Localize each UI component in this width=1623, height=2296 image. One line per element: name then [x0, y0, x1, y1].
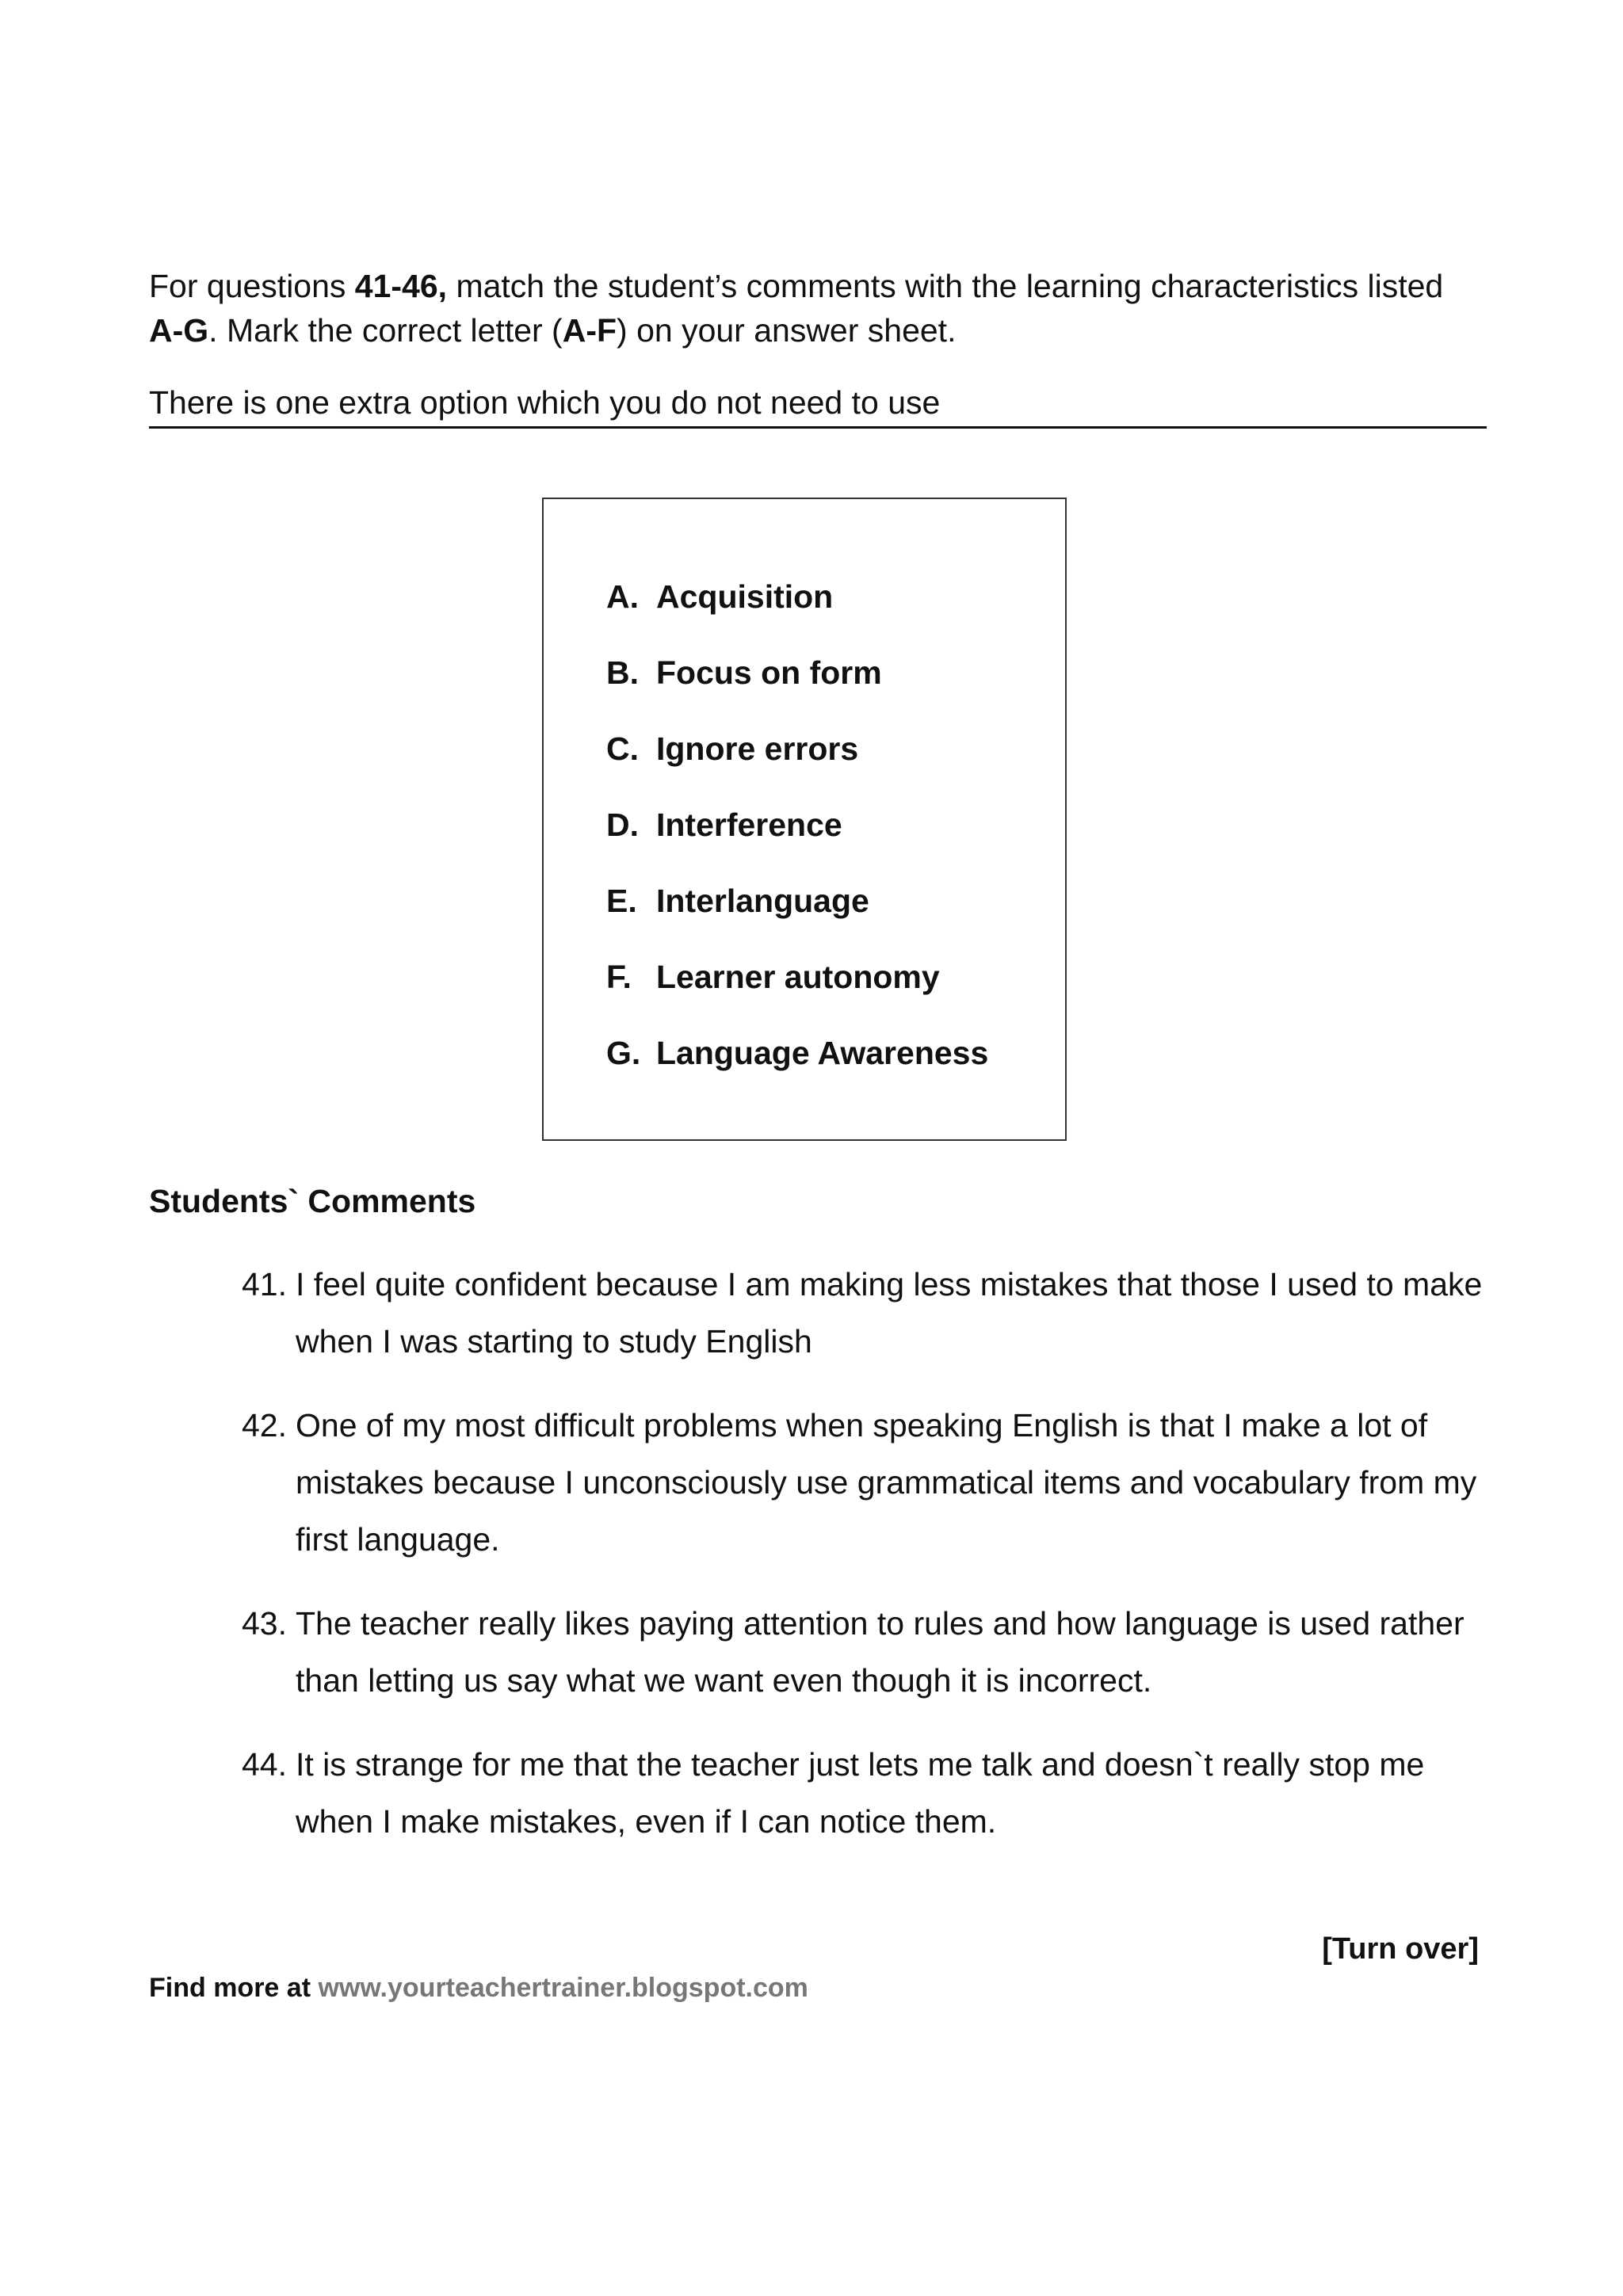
- comments-list: [242, 1256, 1502, 1877]
- comment-number: 43.: [242, 1605, 287, 1642]
- comment-number: 41.: [242, 1266, 287, 1302]
- question-range: 41-46,: [354, 268, 448, 304]
- comments-heading: Students` Comments: [149, 1183, 476, 1219]
- option-letter: B.: [606, 654, 639, 691]
- instructions: [149, 264, 1496, 353]
- comment-text: I feel quite confident because I am making less mistakes that those I used to make when I was starting to study English: [296, 1266, 1483, 1360]
- option-label: Language Awareness: [656, 1035, 989, 1071]
- instructions-text: match the student’s comments with the learning characteristics listed: [447, 268, 1444, 304]
- comment-number: 44.: [242, 1746, 287, 1783]
- instructions-text: . Mark the correct letter (: [208, 312, 563, 349]
- option-item: [606, 955, 988, 1031]
- option-item: [606, 574, 988, 650]
- instructions-text: For questions: [149, 268, 355, 304]
- comment-text: It is strange for me that the teacher just lets me talk and doesn`t really stop me when I make mistakes, even if I can notice them.: [296, 1746, 1425, 1840]
- option-letter: C.: [606, 730, 639, 767]
- instructions-line-1: [149, 264, 1496, 308]
- option-label: Learner autonomy: [656, 959, 940, 995]
- option-item: [606, 727, 988, 803]
- option-item: [606, 879, 988, 955]
- comment-item: [242, 1256, 1502, 1370]
- instructions-line-2: [149, 308, 1496, 353]
- option-letter: G.: [606, 1035, 641, 1071]
- comment-text: The teacher really likes paying attention to rules and how language is used rather than letting us say what we want even though it is incorrect.: [296, 1605, 1465, 1699]
- option-letter: A.: [606, 578, 639, 615]
- option-item: [606, 1031, 988, 1107]
- extra-option-note: There is one extra option which you do not need to use: [149, 380, 1487, 429]
- option-label: Ignore errors: [656, 730, 859, 767]
- option-letter: E.: [606, 883, 637, 919]
- footer-url: www.yourteachertrainer.blogspot.com: [318, 1973, 808, 2003]
- option-label: Acquisition: [656, 578, 834, 615]
- option-label: Interlanguage: [656, 883, 869, 919]
- turn-over-label: [Turn over]: [1322, 1932, 1479, 1966]
- comment-number: 42.: [242, 1407, 287, 1444]
- comment-text: One of my most difficult problems when speaking English is that I make a lot of mistakes because I unconsciously use grammatical items and vocabulary from my first language.: [296, 1407, 1477, 1558]
- footer: [149, 1968, 808, 2008]
- answer-range: A-F: [562, 312, 617, 349]
- comment-item: [242, 1736, 1502, 1850]
- footer-prefix: Find more at: [149, 1973, 319, 2003]
- option-letter: D.: [606, 807, 639, 843]
- option-label: Focus on form: [656, 654, 882, 691]
- options-box: [542, 498, 1067, 1141]
- option-label: Interference: [656, 807, 842, 843]
- option-letter: F.: [606, 959, 632, 995]
- comment-item: [242, 1595, 1502, 1709]
- comment-item: [242, 1397, 1502, 1568]
- option-range: A-G: [149, 312, 209, 349]
- option-item: [606, 803, 988, 879]
- option-item: [606, 650, 988, 727]
- options-list: [606, 574, 988, 1107]
- instructions-text: ) on your answer sheet.: [617, 312, 957, 349]
